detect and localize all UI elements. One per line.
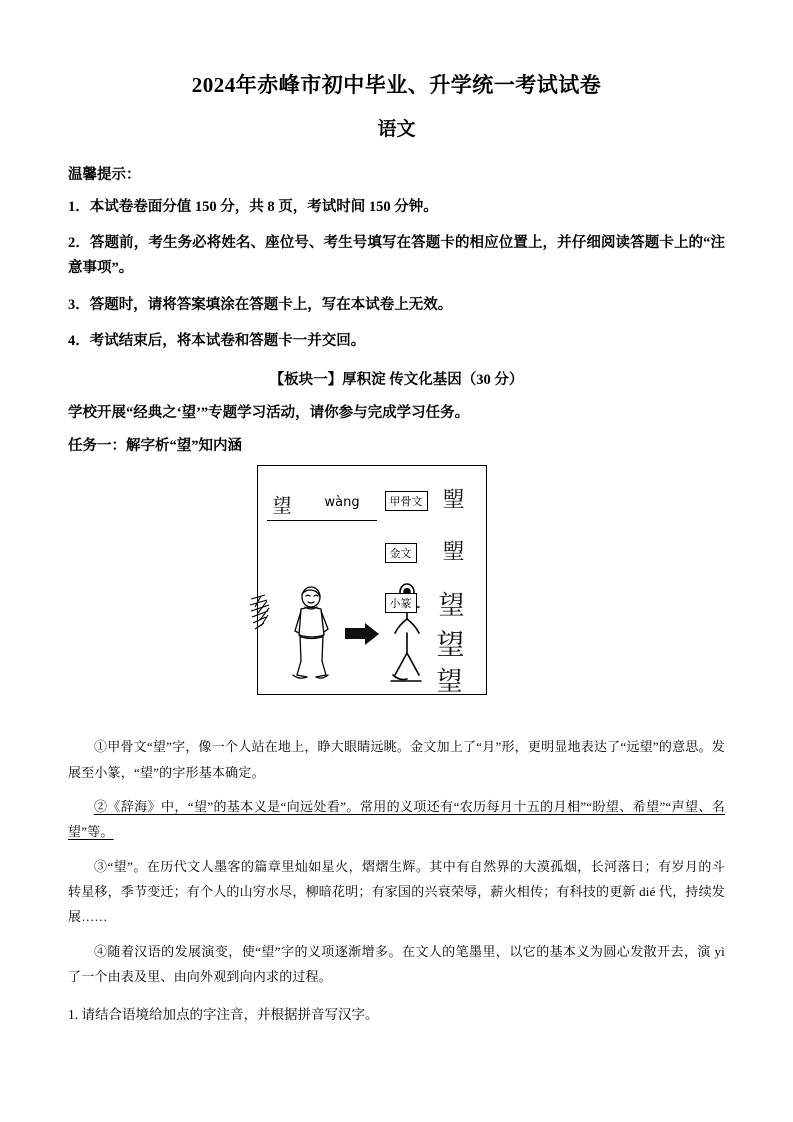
section-heading: 【板块一】厚积淀 传文化基因（30 分） — [269, 372, 524, 389]
paragraph-4: ④随着汉语的发展演变，使“望”字的义项逐渐增多。在文人的笔墨里，以它的基本义为圆心发散开去，演 yì 了一个由表及里、由向外观到向内求的过程。 — [68, 943, 725, 985]
task-one-heading: 任务一：解字析“望”知内涵 — [68, 438, 242, 455]
question-1: 1. 请结合语境给加点的字注音，并根据拼音写汉字。 — [68, 1007, 379, 1023]
glyph-oracle: 朢 — [442, 488, 465, 514]
character-evolution-figure-wrap — [68, 465, 725, 725]
character-evolution-figure — [247, 465, 547, 725]
notice-item-3: 3．答题时，请将答案填涂在答题卡上，写在本试卷上无效。 — [68, 296, 453, 313]
figure-character: 望 — [272, 495, 292, 518]
paragraph-2: ②《辞海》中，“望”的基本义是“向远处看”。常用的义项还有“农历每月十五的月相”“盼望、希望”“声望、名望”等。 — [68, 799, 725, 840]
notice-item-1: 1．本试卷卷面分值 150 分，共 8 页，考试时间 150 分钟。 — [68, 198, 438, 215]
paragraph-1: ①甲骨文“望”字，像一个人站在地上，睁大眼睛远眺。金文加上了“月”形，更明显地表达了“远望”的意思。发展至小篆，“望”的字形基本确定。 — [68, 739, 725, 780]
glyph-bronze: 朢 — [442, 540, 465, 566]
page-title: 2024年赤峰市初中毕业、升学统一考试试卷 — [191, 73, 602, 97]
figure-pinyin: wàng — [324, 495, 360, 511]
glyph-regular-2: 望 — [436, 667, 463, 698]
glyph-seal: 望 — [438, 591, 465, 622]
figure-underline — [267, 520, 377, 521]
label-seal-script: 小篆 — [385, 593, 417, 613]
subject-title: 语文 — [377, 118, 416, 140]
notice-item-2: 2．答题前，考生务必将姓名、座位号、考生号填写在答题卡的相应位置上，并仔细阅读答题卡上的“注意事项”。 — [68, 234, 725, 277]
glyph-regular-1: 望 — [436, 628, 465, 662]
notice-item-4: 4．考试结束后，将本试卷和答题卡一并交回。 — [68, 333, 366, 349]
label-oracle-bone-script: 甲骨文 — [385, 491, 428, 511]
notice-heading: 温馨提示： — [68, 166, 141, 183]
label-bronze-script: 金文 — [385, 543, 417, 563]
activity-lead-line: 学校开展“经典之‘望’”专题学习活动，请你参与完成学习任务。 — [68, 405, 470, 422]
paragraph-3: ③“望”。在历代文人墨客的篇章里灿如星火，熠熠生辉。其中有自然界的大漠孤烟，长河落日；有岁月的斗转星移，季节变迁；有个人的山穷水尽，柳暗花明；有家国的兴衰荣辱，薪火相传；有科技的更新 dié 代，持续发展…… — [68, 858, 725, 925]
